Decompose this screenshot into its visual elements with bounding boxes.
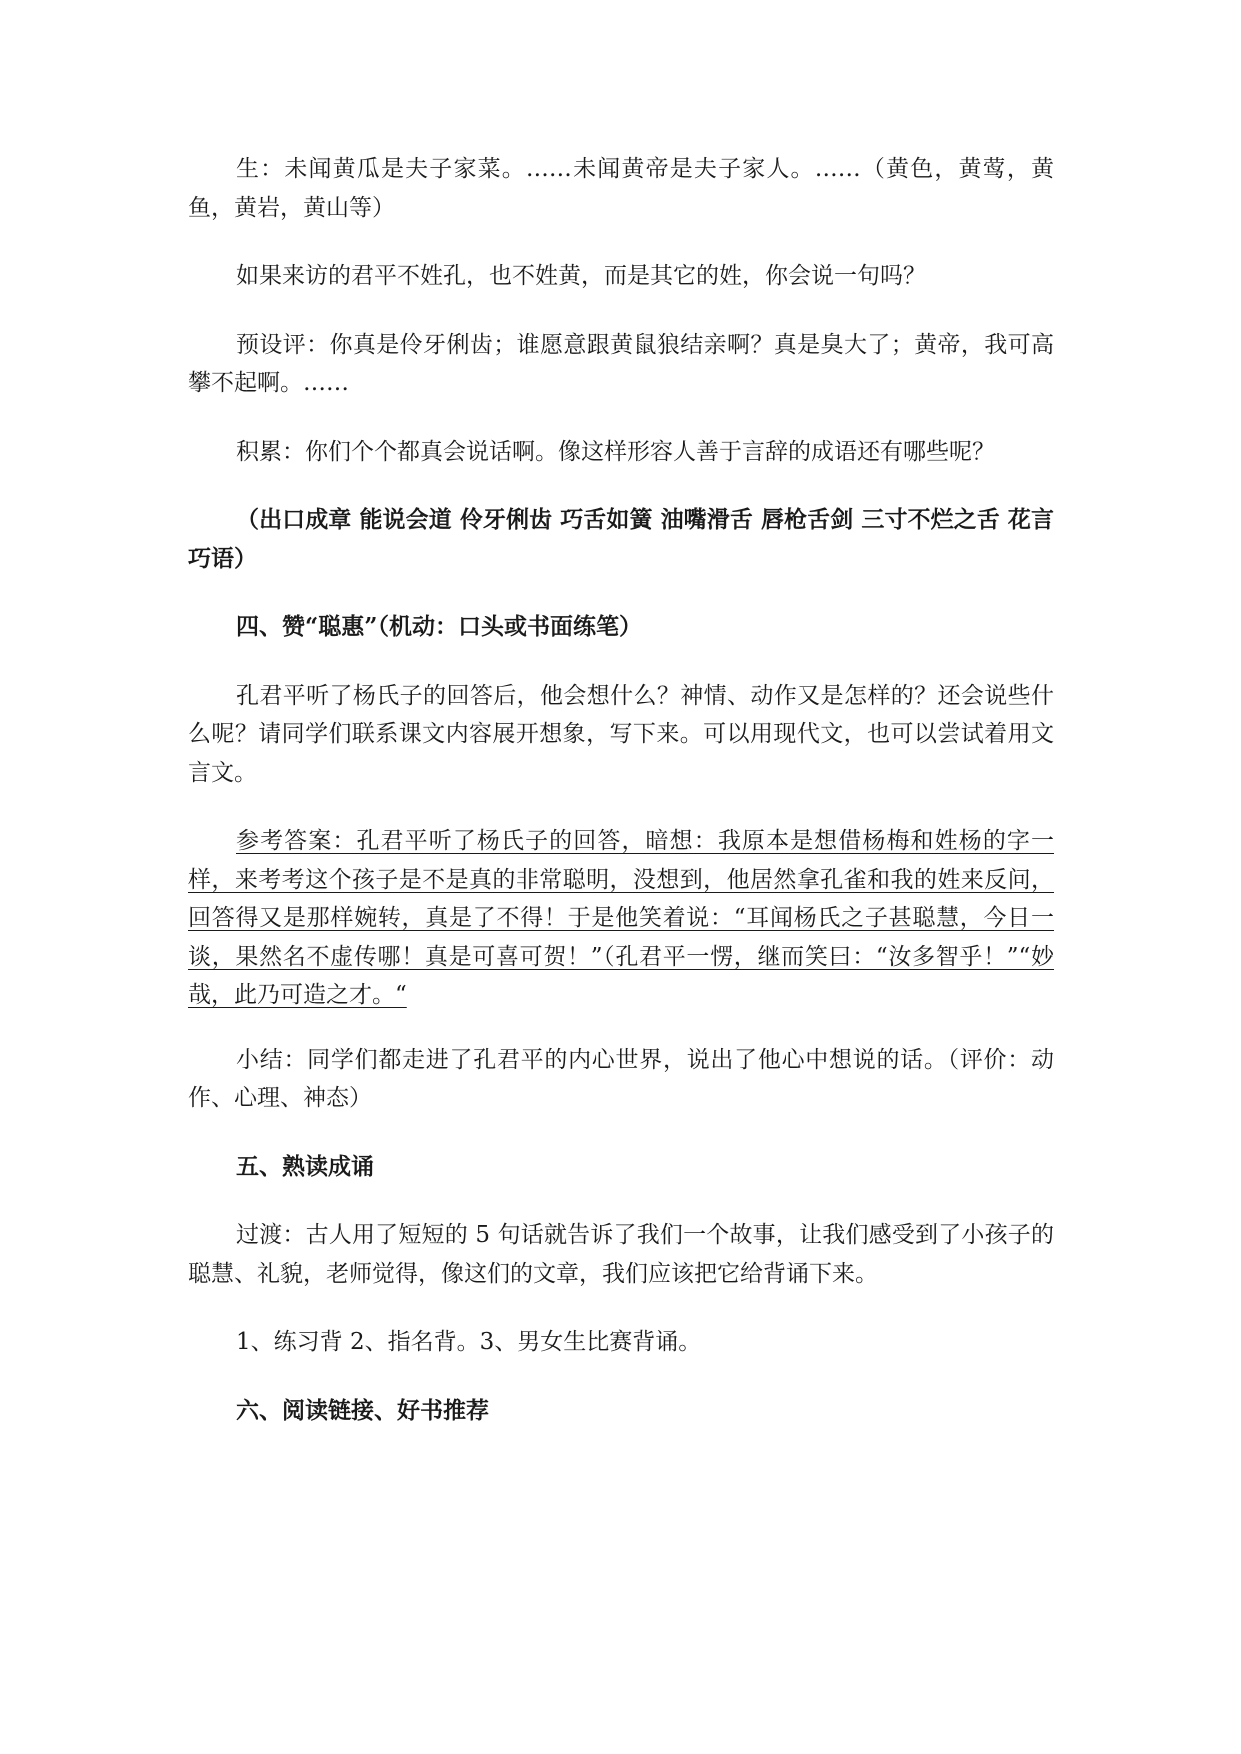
writing-task-paragraph: 孔君平听了杨氏子的回答后，他会想什么？神情、动作又是怎样的？还会说些什么呢？请同学们联系课文内容展开想象，写下来。可以用现代文，也可以尝试着用文言文。 [188, 682, 1054, 786]
section-heading-4: 四、赞“聪惠”（机动：口头或书面练笔） [236, 613, 642, 640]
preset-comment-paragraph: 预设评：你真是伶牙俐齿；谁愿意跟黄鼠狼结亲啊？真是臭大了；黄帝，我可高攀不起啊。…… [188, 331, 1054, 396]
document-page [188, 150, 1054, 1460]
dialogue-paragraph: 生：未闻黄瓜是夫子家菜。……未闻黄帝是夫子家人。……（黄色，黄莺，黄鱼，黄岩，黄山等） [188, 156, 1054, 221]
section-heading-5: 五、熟读成诵 [236, 1152, 374, 1180]
recitation-steps-paragraph: 1、练习背 2、指名背。3、男女生比赛背诵。 [236, 1329, 702, 1355]
idioms-list-paragraph: （出口成章 能说会道 伶牙俐齿 巧舌如簧 油嘴滑舌 唇枪舌剑 三寸不烂之舌 花言巧语） [188, 506, 1054, 572]
question-paragraph: 如果来访的君平不姓孔，也不姓黄，而是其它的姓，你会说一句吗？ [236, 263, 926, 289]
reference-answer-paragraph: 参考答案：孔君平听了杨氏子的回答，暗想：我原本是想借杨梅和姓杨的字一样，来考考这个孩子是不是真的非常聪明，没想到，他居然拿孔雀和我的姓来反问，回答得又是那样婉转，真是了不得！于是他笑着说：“耳闻杨氏之子甚聪慧，今日一谈，果然名不虚传哪！真是可喜可贺！”（孔君平一愣，继而笑曰：“汝多智乎！”“妙哉，此乃可造之才。“ [188, 828, 1054, 1008]
section-heading-6: 六、阅读链接、好书推荐 [236, 1396, 489, 1424]
summary-paragraph: 小结：同学们都走进了孔君平的内心世界，说出了他心中想说的话。（评价：动作、心理、神态） [188, 1046, 1054, 1111]
transition-paragraph: 过渡：古人用了短短的 5 句话就告诉了我们一个故事，让我们感受到了小孩子的聪慧、礼貌，老师觉得，像这们的文章，我们应该把它给背诵下来。 [188, 1222, 1054, 1287]
accumulation-paragraph: 积累：你们个个都真会说话啊。像这样形容人善于言辞的成语还有哪些呢？ [236, 438, 995, 465]
